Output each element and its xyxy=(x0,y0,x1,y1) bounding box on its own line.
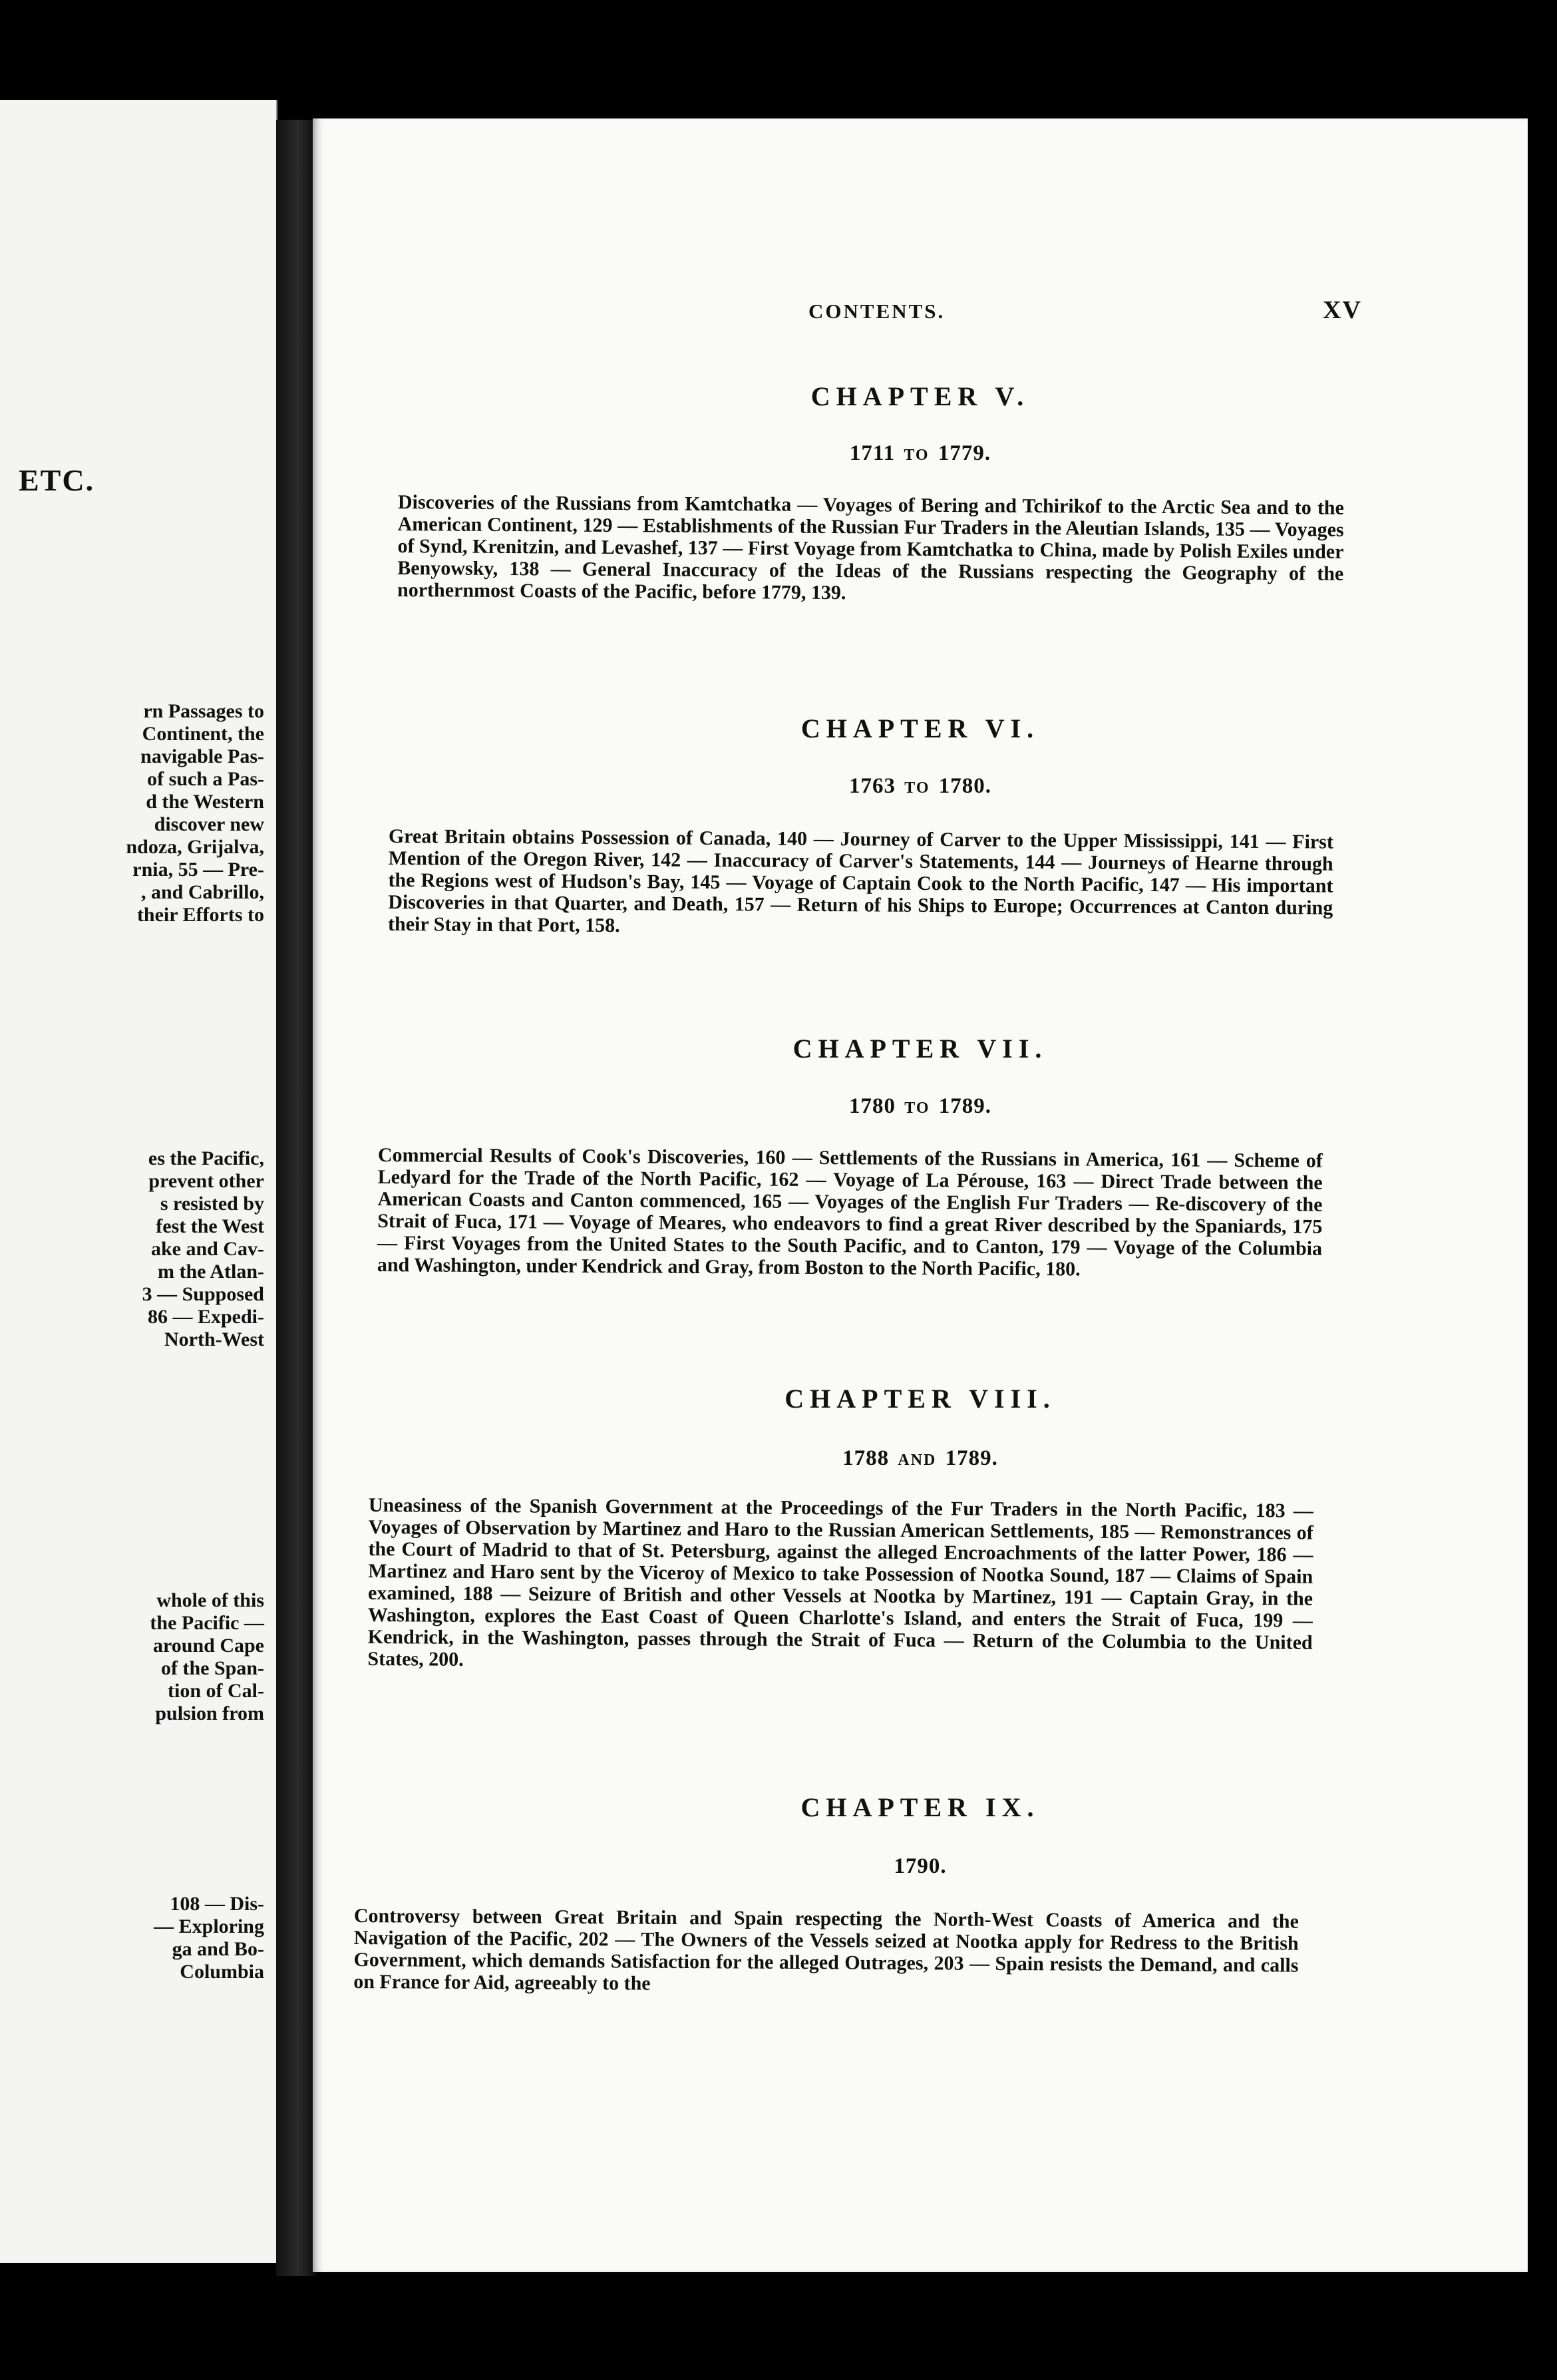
left-fragment: navigable Pas- xyxy=(140,745,264,767)
left-fragment: the Pacific — xyxy=(150,1612,264,1634)
chapter-dates: 1763 TO 1780. xyxy=(849,774,991,798)
left-fragment: 108 — Dis- xyxy=(170,1893,264,1915)
left-fragment: of such a Pas- xyxy=(147,768,264,790)
left-fragment: tion of Cal- xyxy=(168,1680,264,1702)
left-fragment: 86 — Expedi- xyxy=(147,1306,264,1328)
left-fragment: North-West xyxy=(164,1328,264,1350)
page-number: XV xyxy=(1323,296,1362,324)
left-fragment: of the Span- xyxy=(160,1657,264,1679)
left-fragment: prevent other xyxy=(148,1170,264,1192)
chapter-summary: Commercial Results of Cook's Discoveries, 160 — Settlements of the Russians in America, 161 — Scheme of Ledyard for the Trade of the North Pacific, 162 — Voyage of La Pérouse, 163 — Direct Trade between the American Coasts and Canton commenced, 165 — Voyages of the English Fur Traders — Re-discovery of the Strait of Fuca, 171 — Voyage of Meares, who endeavors to find a great River described by the Spaniards, 175 — First Voyages from the United States to the South Pacific, and to Canton, 179 — Voyage of the Columbia and Washington, under Kendrick and Gray, from Boston to the North Pacific, 180. xyxy=(377,1144,1323,1281)
chapter-summary: Great Britain obtains Possession of Canada, 140 — Journey of Carver to the Upper Mississippi, 141 — First Mention of the Oregon River, 142 — Inaccuracy of Carver's Statements, 144 — Journeys of Hearne through the Regions west of Hudson's Bay, 145 — Voyage of Captain Cook to the North Pacific, 147 — His important Discoveries in that Quarter, and Death, 157 — Return of his Ships to Europe; Occurrences at Canton during their Stay in that Port, 158. xyxy=(387,825,1333,937)
left-fragment: their Efforts to xyxy=(136,904,264,926)
left-fragment: rn Passages to xyxy=(143,700,264,722)
chapter-dates: 1780 TO 1789. xyxy=(849,1094,991,1118)
chapter-summary: Uneasiness of the Spanish Government at the Proceedings of the Fur Traders in the North Pacific, 183 — Voyages of Observation by Martinez and Haro to the Russian American Settlements, 185 — Remonstrances of the Court of Madrid to that of St. Petersburg, against the alleged Encroachments of the latter Power, 186 — Martinez and Haro sent by the Viceroy of Mexico to take Possession of Nootka Sound, 187 — Claims of Spain examined, 188 — Seizure of British and other Vessels at Nootka by Martinez, 191 — Captain Gray, in the Washington, explores the East Coast of Queen Charlotte's Island, and enters the Strait of Fuca, 199 — Kendrick, in the Washington, passes through the Strait of Fuca — Return of the Columbia to the United States, 200. xyxy=(367,1494,1313,1671)
left-fragment: pulsion from xyxy=(155,1702,264,1724)
chapter-summary: Discoveries of the Russians from Kamtchatka — Voyages of Bering and Tchirikof to the Arctic Sea and to the American Continent, 129 — Establishments of the Russian Fur Traders in the Aleutian Islands, 135 — Voyages of Synd, Krenitzin, and Levashef, 137 — First Voyage from Kamtchatka to China, made by Polish Exiles under Benyowsky, 138 — General Inaccuracy of the Ideas of the Russians respecting the Geography of the northernmost Coasts of the Pacific, before 1779, 139. xyxy=(397,491,1344,604)
chapter-dates: 1788 AND 1789. xyxy=(842,1446,998,1470)
left-fragment: ake and Cav- xyxy=(150,1238,264,1260)
left-fragment: whole of this xyxy=(156,1589,264,1611)
left-fragment: rnia, 55 — Pre- xyxy=(132,859,264,881)
chapter-title: CHAPTER VII. xyxy=(792,1034,1048,1064)
left-facing-page xyxy=(0,100,277,2263)
left-fragment: Continent, the xyxy=(142,723,264,745)
left-fragment: , and Cabrillo, xyxy=(140,881,264,903)
chapter-summary: Controversy between Great Britain and Spain respecting the North-West Coasts of America and the Navigation of the Pacific, 202 — The Owners of the Vessels seized at Nootka apply for Redress to the British Government, which demands Satisfaction for the alleged Outrages, 203 — Spain resists the Demand, and calls on France for Aid, agreeably to the xyxy=(353,1905,1299,1995)
running-head: CONTENTS. xyxy=(808,299,946,323)
left-fragment: 3 — Supposed xyxy=(142,1283,264,1305)
left-fragment: around Cape xyxy=(153,1635,264,1657)
left-fragment: es the Pacific, xyxy=(148,1147,264,1169)
left-fragment: m the Atlan- xyxy=(158,1261,264,1283)
chapter-dates: 1790. xyxy=(894,1854,947,1878)
left-fragment: discover new xyxy=(154,813,264,835)
left-fragment: ga and Bo- xyxy=(172,1938,264,1960)
chapter-title: CHAPTER VI. xyxy=(800,713,1040,743)
contents-page xyxy=(313,118,1528,2272)
left-fragment: fest the West xyxy=(156,1215,264,1237)
left-fragment: s resisted by xyxy=(160,1193,264,1215)
left-fragment: — Exploring xyxy=(154,1915,264,1937)
chapter-title: CHAPTER VIII. xyxy=(784,1384,1056,1414)
left-fragment: ndoza, Grijalva, xyxy=(126,836,264,858)
left-fragment: d the Western xyxy=(146,791,264,813)
chapter-title: CHAPTER V. xyxy=(810,381,1030,411)
chapter-dates: 1711 TO 1779. xyxy=(849,441,991,465)
chapter-title: CHAPTER IX. xyxy=(800,1792,1040,1822)
left-page-etc-heading: ETC. xyxy=(19,463,95,497)
book-gutter xyxy=(276,120,316,2276)
left-fragment: Columbia xyxy=(180,1961,264,1983)
